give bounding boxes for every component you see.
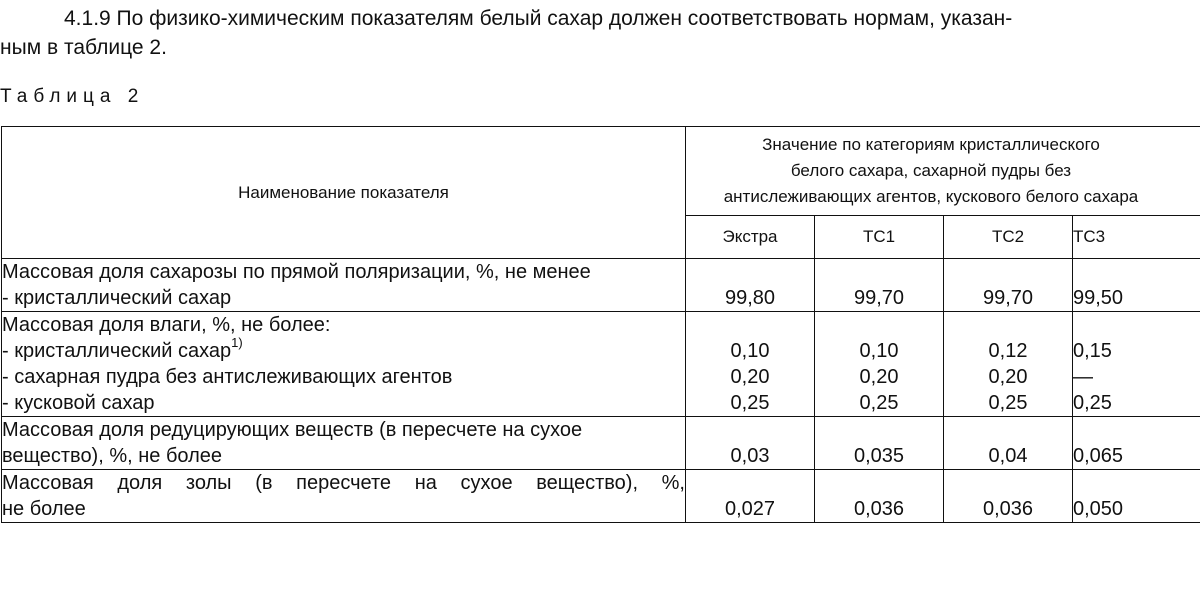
table-row-reducing — [2, 417, 1200, 470]
row-name-line: Массовая доля влаги, %, не более: — [2, 314, 331, 336]
cell-value: 0,035 — [853, 445, 905, 467]
cell-value: 0,050 — [1073, 498, 1124, 520]
row-name-line: - сахарная пудра без антислеживающих агентов — [2, 366, 453, 388]
header-category-ts3: ТС3 — [1073, 216, 1200, 259]
cell-moisture-ts3 — [1073, 312, 1200, 417]
cell-value: 0,03 — [730, 445, 770, 467]
cell-sucrose-ts3 — [1073, 259, 1200, 312]
cell-value: 0,15 — [1073, 340, 1112, 362]
header-group-line: Значение по категориям кристаллического — [762, 135, 1100, 154]
cell-ash-ts1 — [815, 470, 944, 523]
cell-value: 0,036 — [853, 498, 905, 520]
footnote-mark: 1) — [231, 335, 243, 351]
cell-value: 0,12 — [988, 340, 1028, 362]
cell-value: 0,25 — [859, 392, 899, 414]
cell-moisture-ts1 — [815, 312, 944, 417]
cell-sucrose-ts1 — [815, 259, 944, 312]
cell-value: 0,20 — [859, 366, 899, 388]
row-name-line: вещество), %, не более — [2, 445, 223, 467]
cell-value: 0,027 — [724, 498, 776, 520]
header-row-group — [2, 127, 1200, 216]
intro-line-2: ным в таблице 2. — [0, 36, 167, 59]
row-name-line: - кусковой сахар — [2, 392, 155, 414]
header-category-group — [686, 127, 1200, 216]
cell-reducing-ts3 — [1073, 417, 1200, 470]
cell-ash-ts3 — [1073, 470, 1200, 523]
row-name-ash — [2, 470, 686, 523]
cell-value: — — [1073, 366, 1093, 388]
cell-ash-ts2 — [944, 470, 1073, 523]
row-name-line-with-footnote — [2, 335, 685, 364]
intro-line-1: 4.1.9 По физико-химическим показателям белый сахар должен соответствовать нормам, указан- — [64, 7, 1013, 30]
header-category-ts1: ТС1 — [815, 216, 944, 259]
cell-value: 0,20 — [730, 366, 770, 388]
cell-sucrose-ts2 — [944, 259, 1073, 312]
row-name-line: Массовая доля сахарозы по прямой поляризации, %, не менее — [2, 261, 591, 283]
row-name-moisture — [2, 312, 686, 417]
cell-value: 0,25 — [730, 392, 770, 414]
cell-value: 0,036 — [982, 498, 1034, 520]
row-name-reducing — [2, 417, 686, 470]
cell-ash-extra — [686, 470, 815, 523]
cell-value: 0,10 — [730, 340, 770, 362]
cell-value: 0,065 — [1073, 445, 1124, 467]
header-group-line: антислеживающих агентов, кускового белого сахара — [723, 187, 1139, 206]
table-row-sucrose — [2, 259, 1200, 312]
table-row-moisture — [2, 312, 1200, 417]
cell-value: 0,25 — [1073, 392, 1112, 414]
table-caption: Таблица 2 — [0, 86, 145, 107]
row-name-sucrose — [2, 259, 686, 312]
norms-table — [1, 126, 1200, 523]
cell-value: 0,20 — [988, 366, 1028, 388]
cell-moisture-extra — [686, 312, 815, 417]
cell-value: 99,70 — [853, 287, 905, 309]
header-group-line: белого сахара, сахарной пудры без — [790, 161, 1072, 180]
header-category-ts2: ТС2 — [944, 216, 1073, 259]
cell-value: 0,10 — [859, 340, 899, 362]
cell-reducing-extra — [686, 417, 815, 470]
row-name-line: - кристаллический сахар — [2, 287, 232, 309]
cell-value: 99,70 — [982, 287, 1034, 309]
cell-reducing-ts2 — [944, 417, 1073, 470]
row-name-text: - кристаллический сахар — [2, 340, 232, 362]
cell-reducing-ts1 — [815, 417, 944, 470]
row-name-line: Массовая доля золы (в пересчете на сухое вещество), %, — [2, 472, 685, 494]
cell-value: 99,50 — [1073, 287, 1124, 309]
cell-value: 0,04 — [988, 445, 1028, 467]
cell-moisture-ts2 — [944, 312, 1073, 417]
row-name-line: Массовая доля редуцирующих веществ (в пересчете на сухое — [2, 419, 583, 441]
header-category-extra: Экстра — [686, 216, 815, 259]
header-indicator-name: Наименование показателя — [2, 127, 686, 259]
cell-sucrose-extra — [686, 259, 815, 312]
table-row-ash — [2, 470, 1200, 523]
row-name-line: не более — [2, 498, 86, 520]
intro-paragraph — [0, 4, 1196, 62]
cell-value: 0,25 — [988, 392, 1028, 414]
cell-value: 99,80 — [724, 287, 776, 309]
